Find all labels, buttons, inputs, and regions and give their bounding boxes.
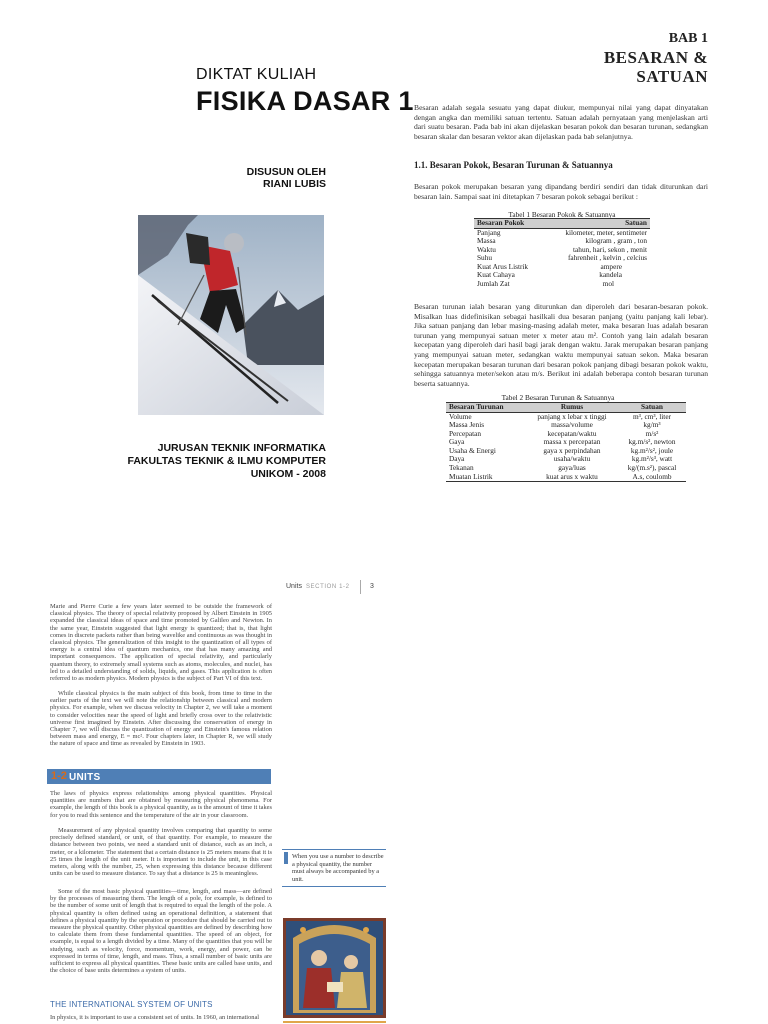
table-cell: gaya/luas	[558, 463, 586, 473]
margin-note-marker	[284, 852, 288, 864]
table-cell: Gaya	[449, 437, 465, 447]
table-cell: Percepatan	[449, 428, 482, 438]
section-heading: 1.1. Besaran Pokok, Besaran Turunan & Satuannya	[414, 160, 613, 170]
cover-author-label: DISUSUN OLEH	[246, 166, 326, 178]
table-cell: m³, cm³, liter	[632, 411, 671, 421]
book-paragraph-modern-physics: Marie and Pierre Curie a few years later seemed to be outside the framework of classical physics. The theory of special relativity proposed by Albert Einstein in 1905 expanded the classical ideas of space and time promoted by Galileo and Newton. In the same year, Einstein suggested that light energy is quantized; that is, that light comes in discrete packets rather than being wavelike and continuous as was thought in classical physics. The generalization of this insight to the quantization of all types of energy is a central idea of quantum mechanics, one that has many amazing and important consequences. The application of special relativity, and particularly quantum theory, to extremely small systems such as atoms, molecules, and nuclei, has led to a detailed understanding of solids, liquids, and gases. This application is often referred to as modern physics. Modern physics is the subject of Part VI of this text.	[50, 603, 272, 683]
book-paragraph-classical-physics: While classical physics is the main subject of this book, from time to time in the earlier parts of the text we will note the relationship between classical and modern physics. For example, when we discuss velocity in Chapter 2, we will take a moment to consider velocities near the speed of light and briefly cross over to the relativistic universe first imagined by Einstein. After discussing the conservation of energy in Chapter 7, we will discuss the quantization of energy and Einstein's famous relation between mass and energy, E = mc². Four chapters later, in Chapter R, we will study the nature of space and time as revealed by Einstein in 1903.	[50, 690, 272, 748]
table-cell: Waktu	[477, 244, 496, 254]
medieval-illustration	[283, 918, 386, 1018]
book-paragraph-physical-quantities: The laws of physics express relationships among physical quantities. Physical quantities are numbers that are obtained by measuring physical phenomena. For example, the length of this book is a physical quantity, as is the amount of time it takes for you to read this sentence and the temperature of the air in your classroom.	[50, 790, 272, 819]
table-cell: fahrenheit , kelvin , celcius	[567, 253, 647, 263]
cover-institution-department: JURUSAN TEKNIK INFORMATIKA	[157, 442, 326, 454]
table-cell: Tekanan	[449, 463, 474, 473]
besaran-turunan-paragraph: Besaran turunan ialah besaran yang diturunkan dan diperoleh dari besaran-besaran pokok. Misalkan luas didefinisikan sebagai hasilkali dua besaran panjang (yaitu panjang kali lebar). Jika satuan panjang dan lebar masing-masing adalah meter, maka besaran luas adalah besaran turunan yang mempunyai satuan meter x meter atau m². Contoh yang lain adalah besaran kecepatan yang diperoleh dari hasil bagi jarak dengan waktu. Jarak merupakan besaran panjang yang mempunyai satuan meter, sedangkan waktu mempunyai satuan sekon. Maka besaran kecepatan merupakan besaran turunan dari besaran pokok panjang dibagi besaran pokok waktu, sehingga satuannya meter/sekon atau m/s. Berikut ini adalah beberapa contoh besaran turunan beserta satuannya.	[414, 302, 708, 388]
chapter-intro-paragraph: Besaran adalah segala sesuatu yang dapat diukur, mempunyai nilai yang dapat dinyatakan dengan angka dan memiliki satuan tertentu. Satuan adalah pernyataan yang menjelaskan arti dari suatu besaran. Pada bab ini akan dijelaskan besaran pokok dan besaran turunan, sedangkan besaran skalar dan besaran vektor akan dijelaskan pada bab selanjutnya.	[414, 103, 708, 141]
table-cell: kecepatan/waktu	[547, 428, 597, 438]
table-cell: kandela	[599, 270, 622, 280]
table2-header-satuan: Satuan	[618, 403, 686, 413]
table2-caption: Tabel 2 Besaran Turunan & Satuannya	[501, 393, 615, 402]
table-cell: Kuat Arus Listrik	[477, 261, 529, 271]
table-cell: tahun, hari, sekon , menit	[573, 244, 647, 254]
table-cell: ampere	[600, 261, 622, 271]
table-cell: massa/volume	[551, 420, 593, 430]
table-cell: Suhu	[477, 253, 493, 263]
table-cell: gaya x perpindahan	[543, 445, 601, 455]
table1-header-satuan: Satuan	[550, 219, 650, 229]
book-paragraph-base-units: Some of the most basic physical quantities—time, length, and mass—are defined by the processes of measuring them. The length of a pole, for example, is defined to be the number of some unit of length that is required to equal the length of the pole. A physical quantity is often defined using an operational definition, a statement that defines a physical quantity by the operation or procedure that should be carried out to measure the physical quantity. Other physical quantities are defined by describing how to calculate them from these fundamental quantities. The speed of an object, for example, is equal to a length divided by a time. Many of the quantities that you will be studying, such as velocity, force, momentum, work, energy, and power, can be expressed in terms of time, length, and mass. Thus, a small number of basic units are sufficient to express all physical quantities. These basic units are called base units, and the choice of base units determines a system of units.	[50, 888, 272, 975]
table-besaran-pokok	[474, 218, 650, 289]
table-cell: usaha/waktu	[553, 454, 591, 464]
cover-subtitle: DIKTAT KULIAH	[196, 66, 317, 83]
page-number: 3	[370, 583, 374, 590]
table-cell: Massa	[477, 236, 496, 246]
margin-note-text: When you use a number to describe a physical quantity, the number must always be accompanied by a unit.	[292, 853, 384, 883]
table1-caption: Tabel 1 Besaran Pokok & Satuannya	[508, 210, 616, 219]
table-cell: kilogram , gram , ton	[585, 236, 647, 246]
table-cell: Muatan Listrik	[449, 471, 493, 481]
table-cell: Panjang	[477, 227, 501, 237]
besaran-pokok-paragraph: Besaran pokok merupakan besaran yang dipandang berdiri sendiri dan tidak diturunkan dari besaran lain. Sampai saat ini ditetapkan 7 besaran pokok sebagai berikut :	[414, 182, 708, 201]
running-head-divider	[360, 580, 361, 594]
chapter-title-line1: BESARAN &	[603, 48, 708, 67]
table2-header-rumus: Rumus	[526, 403, 618, 413]
book-paragraph-si: In physics, it is important to use a consistent set of units. In 1960, an international	[50, 1014, 260, 1021]
table-cell: Kuat Cahaya	[477, 270, 515, 280]
table-cell: Volume	[449, 411, 472, 421]
section-number: 1-2	[51, 770, 67, 782]
table-cell: Massa Jenis	[449, 420, 485, 430]
illustration-rule	[283, 1021, 386, 1023]
table-cell: m/s²	[645, 428, 659, 438]
table-cell: kilometer, meter, sentimeter	[565, 227, 647, 237]
table-cell: kg/m³	[643, 420, 661, 430]
table-cell: Usaha & Energi	[449, 445, 496, 455]
cover-author-name: RIANI LUBIS	[263, 178, 326, 190]
table-cell: Jumlah Zat	[477, 279, 510, 289]
table-cell: mol	[602, 279, 614, 289]
table-cell: kuat arus x waktu	[546, 471, 598, 481]
table-besaran-turunan	[446, 402, 686, 482]
table-cell: kg.m²/s³, watt	[631, 454, 673, 464]
book-paragraph-measurement: Measurement of any physical quantity involves comparing that quantity to some precisely defined standard, or unit, of that quantity. For example, to measure the distance between two points, we need a standard unit of distance, such as an inch, a meter, or a kilometer. The statement that a certain distance is 25 meters means that it is 25 times the length of the unit meter. It is important to include the unit, in this case meters, along with the number, 25, when expressing this distance because different units can be used to measure distance. To say that a distance is 25 is meaningless.	[50, 827, 272, 878]
table-cell: panjang x lebar x tinggi	[537, 411, 607, 421]
table-cell: kg.m/s², newton	[628, 437, 676, 447]
table-cell: massa x percepatan	[543, 437, 601, 447]
table-cell: A.s, coulomb	[632, 471, 672, 481]
running-head-title: Units	[286, 583, 302, 590]
cover-institution-faculty: FAKULTAS TEKNIK & ILMU KOMPUTER	[127, 455, 326, 467]
chapter-number: BAB 1	[668, 31, 708, 46]
running-head-section: SECTION 1-2	[305, 584, 350, 590]
running-head	[286, 583, 350, 590]
section-title: UNITS	[69, 772, 101, 783]
cover-title: FISIKA DASAR 1	[196, 86, 414, 116]
skier-photo	[138, 215, 324, 415]
table-cell: Daya	[449, 454, 465, 464]
table-cell: kg/(m.s²), pascal	[627, 463, 677, 473]
table2-header-besaran: Besaran Turunan	[446, 403, 526, 413]
table-row	[474, 280, 650, 289]
subsection-heading: THE INTERNATIONAL SYSTEM OF UNITS	[50, 1000, 213, 1009]
table1-header-besaran: Besaran Pokok	[474, 219, 550, 229]
table-row	[446, 473, 686, 482]
table-cell: kg.m²/s², joule	[630, 445, 674, 455]
cover-institution-year: UNIKOM - 2008	[250, 468, 326, 480]
chapter-title-line2: SATUAN	[636, 67, 708, 86]
